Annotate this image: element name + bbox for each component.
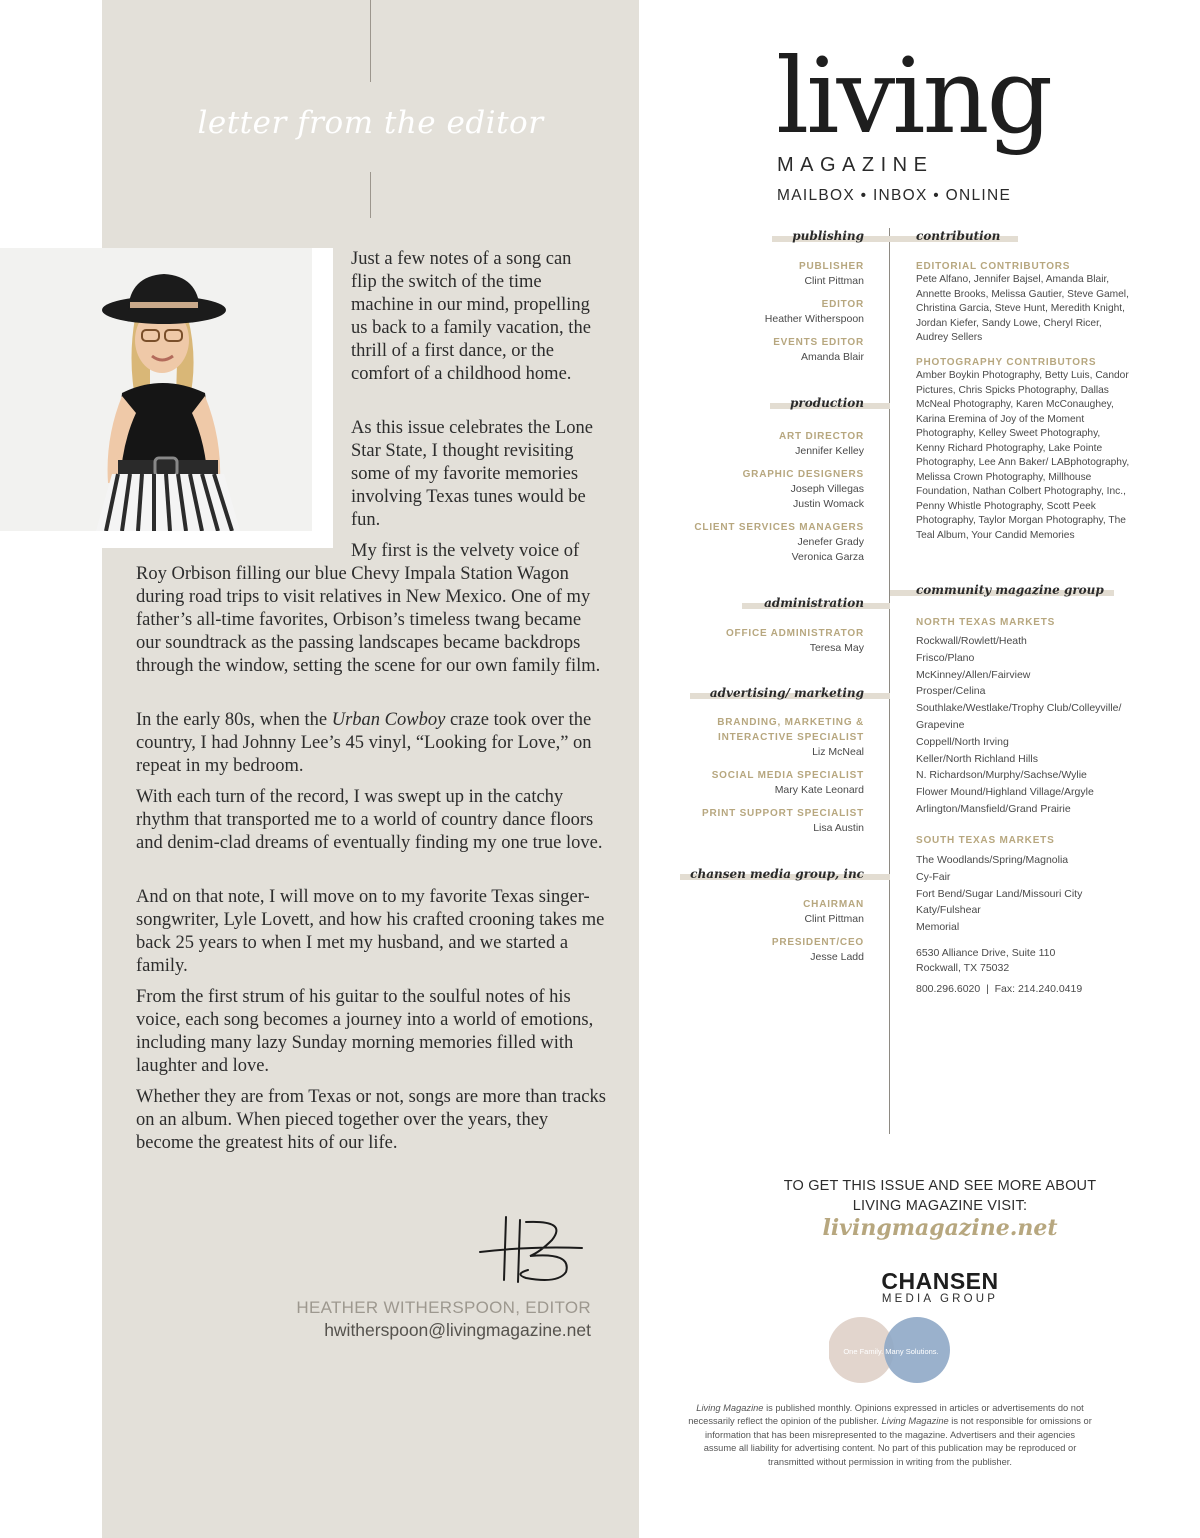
name-social-media: Mary Kate Leonard: [774, 784, 864, 796]
phone-fax: 800.296.6020 | Fax: 214.240.0419: [916, 983, 1083, 995]
role-branding-line2: INTERACTIVE SPECIALIST: [718, 732, 864, 743]
signoff-email[interactable]: hwitherspoon@livingmagazine.net: [324, 1320, 591, 1340]
masthead-divider: [889, 228, 890, 1134]
section-contribution: contribution: [916, 229, 1001, 243]
role-branding-line1: BRANDING, MARKETING &: [717, 717, 864, 728]
north-markets-list: [916, 633, 1121, 818]
name-client-services-2: Veronica Garza: [791, 551, 864, 563]
heading-bottom-rule: [370, 172, 371, 218]
name-client-services-1: Jenefer Grady: [797, 536, 864, 548]
section-administration: administration: [764, 596, 864, 610]
paragraph-4-text-a: In the early 80s, when the: [136, 710, 332, 730]
name-branding: Liz McNeal: [812, 746, 864, 758]
masthead-tagline: MAILBOX • INBOX • ONLINE: [777, 187, 1012, 204]
editor-photo-frame: [0, 248, 333, 548]
letter-paragraph-7: From the first strum of his guitar to the soulful notes of his voice, each song becomes a journey into a world of emotions, including many lazy Sunday morning memories filled with laughter and love.: [136, 987, 594, 1076]
market-item: N. Richardson/Murphy/Sachse/Wylie: [916, 769, 1087, 782]
address-line-1: 6530 Alliance Drive, Suite 110: [916, 947, 1056, 959]
name-art-director: Jennifer Kelley: [795, 445, 864, 457]
photography-contributors-label: PHOTOGRAPHY CONTRIBUTORS: [916, 357, 1097, 368]
cta-line-2: LIVING MAGAZINE VISIT:: [852, 1198, 1028, 1214]
market-item: Prosper/Celina: [916, 685, 986, 698]
website-link[interactable]: livingmagazine.net: [822, 1215, 1058, 1241]
role-social-media: SOCIAL MEDIA SPECIALIST: [711, 770, 864, 781]
role-editor: EDITOR: [821, 299, 864, 310]
section-community: community magazine group: [916, 583, 1104, 597]
market-item: Cy-Fair: [916, 870, 951, 883]
chansen-slogan: One Family. Many Solutions.: [843, 1347, 939, 1356]
letter-paragraph-6: And on that note, I will move on to my favorite Texas singer-songwriter, Lyle Lovett, and how his crafted crooning takes me back 25 years to when I met my husband, and we started a family.: [136, 887, 605, 976]
role-client-services: CLIENT SERVICES MANAGERS: [694, 522, 864, 533]
role-president-ceo: PRESIDENT/CEO: [771, 937, 864, 948]
letter-paragraph-1: Just a few notes of a song can flip the switch of the time machine in our mind, propelling us back to a family vacation, the thrill of a first dance, or the comfort of a childhood home.: [351, 249, 591, 384]
role-graphic-designers: GRAPHIC DESIGNERS: [742, 469, 864, 480]
photography-contributors-list: Amber Boykin Photography, Betty Luis, Candor Pictures, Chris Spicks Photography, Dallas McNeal Photography, Karen McConaughey, Karina Eremina of Joy of the Moment Photography, Kelley Sweet Photography, Kenny Richard Photography, Lake Pointe Photography, Lee Ann Baker/ LABphotography, Melissa Crown Photography, Millhouse Foundation, Nathan Colbert Photography, Inc., Penny Whistle Photography, Scott Peek Photography, Taylor Morgan Photography, The Teal Album, Your Candid Memories: [916, 370, 1130, 541]
market-item: Rockwall/Rowlett/Heath: [916, 635, 1027, 647]
name-president-ceo: Jesse Ladd: [810, 951, 864, 963]
signoff-name: HEATHER WITHERSPOON, EDITOR: [296, 1298, 591, 1317]
paragraph-4-film-title: Urban Cowboy: [331, 710, 446, 730]
letter-paragraph-8: Whether they are from Texas or not, songs are more than tracks on an album. When pieced together over the years, they become the greatest hits of our life.: [136, 1087, 606, 1153]
role-print-support: PRINT SUPPORT SPECIALIST: [702, 808, 864, 819]
name-chairman: Clint Pittman: [804, 913, 864, 925]
section-production: production: [790, 396, 864, 410]
market-item: Memorial: [916, 921, 960, 934]
letter-paragraph-5: With each turn of the record, I was swept up in the catchy rhythm that transported me to a world of country dance floors and denim-clad dreams of eventually finding my one true love.: [136, 787, 603, 853]
market-item: Grapevine: [916, 718, 965, 731]
disclaimer-text-1: is published monthly. Opinions expressed in articles or advertisements do not necessarily reflect the opinion of the publisher.: [688, 1403, 1084, 1427]
name-events-editor: Amanda Blair: [800, 351, 864, 363]
section-publishing: publishing: [792, 229, 864, 243]
letter-heading: letter from the editor: [197, 105, 544, 141]
disclaimer-mag-name-1: Living Magazine: [696, 1403, 764, 1413]
chansen-circles-graphic: [829, 1314, 953, 1386]
name-editor: Heather Witherspoon: [764, 313, 864, 325]
name-graphic-designer-2: Justin Womack: [793, 498, 864, 510]
chansen-logo: CHANSEN: [881, 1268, 999, 1294]
editorial-contributors-label: EDITORIAL CONTRIBUTORS: [916, 261, 1071, 272]
letter-paragraph-3: Roy Orbison filling our blue Chevy Impala Station Wagon during road trips to visit relatives in New Mexico. One of my father’s all-time favorites, Orbison’s timeless twang became our soundtrack as the passing landscapes became backdrops through the window, setting the scene for our own family film.: [136, 564, 601, 676]
name-publisher: Clint Pittman: [804, 275, 864, 287]
name-print-support: Lisa Austin: [813, 822, 864, 834]
living-logo-magazine: MAGAZINE: [777, 154, 934, 176]
address-line-2: Rockwall, TX 75032: [916, 962, 1010, 974]
disclaimer-mag-name-2: Living Magazine: [881, 1416, 949, 1427]
chansen-logo-sub: MEDIA GROUP: [881, 1293, 999, 1305]
role-events-editor: EVENTS EDITOR: [773, 337, 864, 348]
disclaimer-text-2: is not responsible for omissions or information that has been misrepresented to the magazine. Advertisers and their agencies assume all liability for advertising content. No part of this publication may be reproduced or transmitted without permission in writing from the publisher.: [703, 1416, 1092, 1467]
market-item: Coppell/North Irving: [916, 735, 1009, 748]
section-chansen: chansen media group, inc: [690, 867, 864, 881]
market-item: Arlington/Mansfield/Grand Prairie: [916, 802, 1071, 815]
market-item: Keller/North Richland Hills: [916, 752, 1038, 765]
south-markets-label: SOUTH TEXAS MARKETS: [916, 835, 1055, 846]
role-publisher: PUBLISHER: [799, 261, 864, 272]
market-item: The Woodlands/Spring/Magnolia: [916, 854, 1069, 866]
role-chairman: CHAIRMAN: [803, 899, 864, 910]
role-art-director: ART DIRECTOR: [779, 431, 864, 442]
market-item: Fort Bend/Sugar Land/Missouri City: [916, 887, 1083, 900]
editorial-contributors-list: Pete Alfano, Jennifer Bajsel, Amanda Blair, Annette Brooks, Melissa Gautier, Steve Gamel, Christina Garcia, Steve Hunt, Meredith Knight, Jordan Kiefer, Sandy Lowe, Cheryl Ricer, Audrey Sellers: [916, 274, 1129, 343]
market-item: Frisco/Plano: [916, 651, 975, 664]
editor-signature: [470, 1212, 590, 1287]
market-item: McKinney/Allen/Fairview: [916, 668, 1031, 681]
cta-text: [700, 1176, 1180, 1216]
north-markets-label: NORTH TEXAS MARKETS: [916, 617, 1056, 628]
market-item: Flower Mound/Highland Village/Argyle: [916, 786, 1094, 799]
section-advertising: advertising/ marketing: [709, 686, 864, 700]
name-office-administrator: Teresa May: [809, 642, 864, 654]
south-markets-list: [916, 852, 1082, 936]
market-item: Southlake/Westlake/Trophy Club/Colleyville/: [916, 702, 1122, 715]
letter-paragraph-3-start: My first is the velvety voice of: [351, 541, 580, 561]
role-office-administrator: OFFICE ADMINISTRATOR: [725, 628, 864, 639]
disclaimer: [688, 1402, 1092, 1469]
market-item: Katy/Fulshear: [916, 904, 981, 917]
letter-paragraph-4: [136, 709, 606, 778]
cta-line-1: TO GET THIS ISSUE AND SEE MORE ABOUT: [783, 1178, 1097, 1194]
paragraph-4-text-b: craze took over the country, I had Johnny Lee’s 45 vinyl, “Looking for Love,” on repeat in my bedroom.: [136, 710, 592, 776]
living-logo: living: [776, 35, 1051, 157]
name-graphic-designer-1: Joseph Villegas: [790, 483, 864, 495]
editor-photo: [0, 248, 312, 531]
letter-paragraph-2: As this issue celebrates the Lone Star State, I thought revisiting some of my favorite memories involving Texas tunes would be fun.: [351, 418, 593, 530]
heading-top-rule: [370, 0, 371, 82]
